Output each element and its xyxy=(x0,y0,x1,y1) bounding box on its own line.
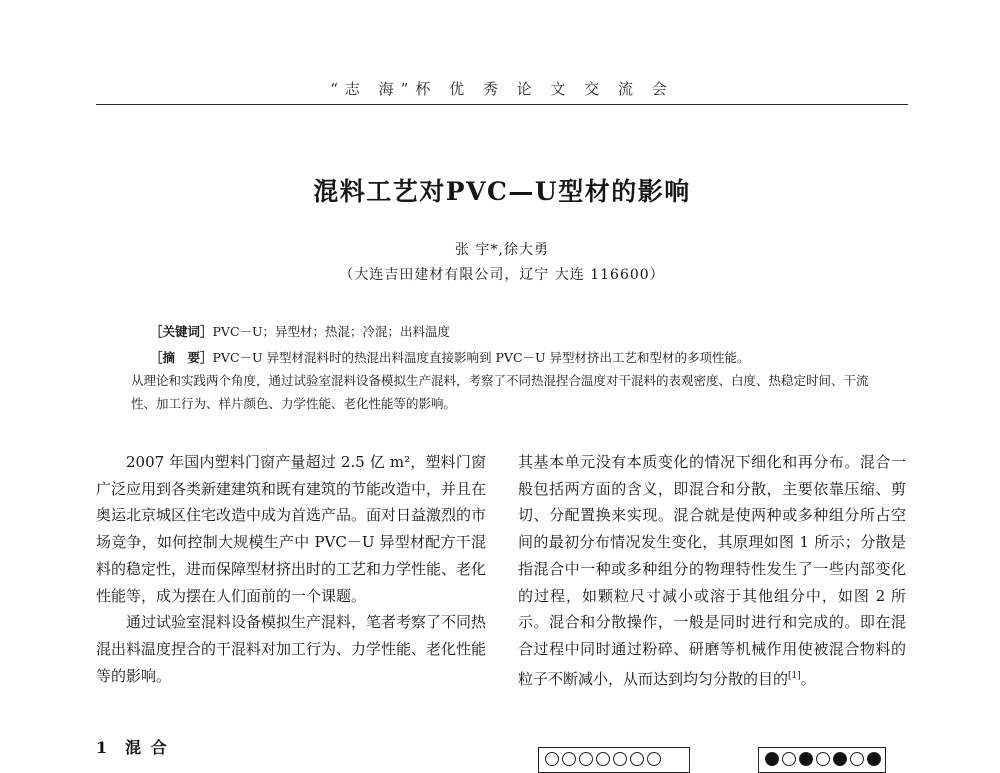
left-column xyxy=(96,449,486,689)
black-particle-icon xyxy=(833,752,847,766)
right-paragraph-1 xyxy=(518,449,906,692)
figure-1-diagram xyxy=(538,747,690,773)
journal-header: “志 海”杯 优 秀 论 文 交 流 会 xyxy=(330,80,674,98)
abstract-first-text: PVC－U 异型材混料时的热混出料温度直接影响到 PVC－U 异型材挤出工艺和型材的多项性能。 xyxy=(212,350,750,365)
black-particle-icon xyxy=(799,752,813,766)
header-rule xyxy=(96,104,908,105)
keywords xyxy=(150,322,890,340)
keywords-label: ［关键词］ xyxy=(150,324,213,339)
paper-title: 混料工艺对PVC—U型材的影响 xyxy=(313,177,691,206)
white-particle-icon xyxy=(850,752,864,766)
keywords-text: PVC－U；异型材；热混；冷混；出料温度 xyxy=(212,324,451,339)
affiliation: （大连吉田建材有限公司，辽宁 大连 116600） xyxy=(339,267,665,283)
left-paragraph-2: 通过试验室混料设备模拟生产混料，笔者考察了不同热混出料温度捏合的干混料对加工行为、力学性能、老化性能等的影响。 xyxy=(96,613,487,685)
abstract-rest: 从理论和实践两个角度，通过试验室混料设备模拟生产混料，考察了不同热混捏合温度对干混料的表观密度、白度、热稳定时间、干流性、加工行为、样片颜色、力学性能、老化性能等的影响。 xyxy=(131,373,869,411)
section-number: 1 xyxy=(96,738,110,757)
white-particle-icon xyxy=(596,752,610,766)
left-paragraph-1: 2007 年国内塑料门窗产量超过 2.5 亿 m²，塑料门窗广泛应用到各类新建建筑和既有建筑的节能改造中，并且在奥运北京城区住宅改造中成为首选产品。面对日益激烈的市场竞争，如何控制大规模生产中 PVC－U 异型材配方干混料的稳定性，进而保障型材挤出时的工艺和力学性能、老化性能等，成为摆在人们面前的一个课题。 xyxy=(96,453,487,605)
white-particle-icon xyxy=(782,752,796,766)
white-particle-icon xyxy=(816,752,830,766)
white-particle-icon xyxy=(647,752,661,766)
figure-2-dots xyxy=(765,752,881,766)
white-particle-icon xyxy=(545,752,559,766)
right-paragraph-end: 。 xyxy=(800,669,816,688)
abstract-first-line xyxy=(131,346,891,369)
section-heading xyxy=(96,735,169,758)
right-column xyxy=(518,449,906,692)
abstract-label: ［摘 要］ xyxy=(150,350,213,365)
section-title: 混 合 xyxy=(125,738,169,757)
figure-2-diagram xyxy=(758,747,886,773)
white-particle-icon xyxy=(613,752,627,766)
figure-1-dots xyxy=(545,752,661,766)
right-paragraph-text: 其基本单元没有本质变化的情况下细化和再分布。混合一般包括两方面的含义，即混合和分散，主要依靠压缩、剪切、分配置换来实现。混合就是使两种或多种组分所占空间的最初分布情况发生变化，其原理如图 1 所示；分散是指混合中一种或多种组分的物理特性发生了一些内部变化的过程，如颗粒尺寸减小或溶于其他组分中，如图 2 所示。混合和分散操作，一般是同时进行和完成的。即在混合过程中同时通过粉碎、研磨等机械作用使被混合物料的粒子不断减小，从而达到均匀分散的目的 xyxy=(518,453,906,688)
white-particle-icon xyxy=(579,752,593,766)
authors: 张 宇*,徐大勇 xyxy=(455,242,549,258)
white-particle-icon xyxy=(562,752,576,766)
citation-ref: [1] xyxy=(788,670,801,681)
black-particle-icon xyxy=(765,752,779,766)
black-particle-icon xyxy=(867,752,881,766)
abstract xyxy=(131,346,891,415)
white-particle-icon xyxy=(630,752,644,766)
